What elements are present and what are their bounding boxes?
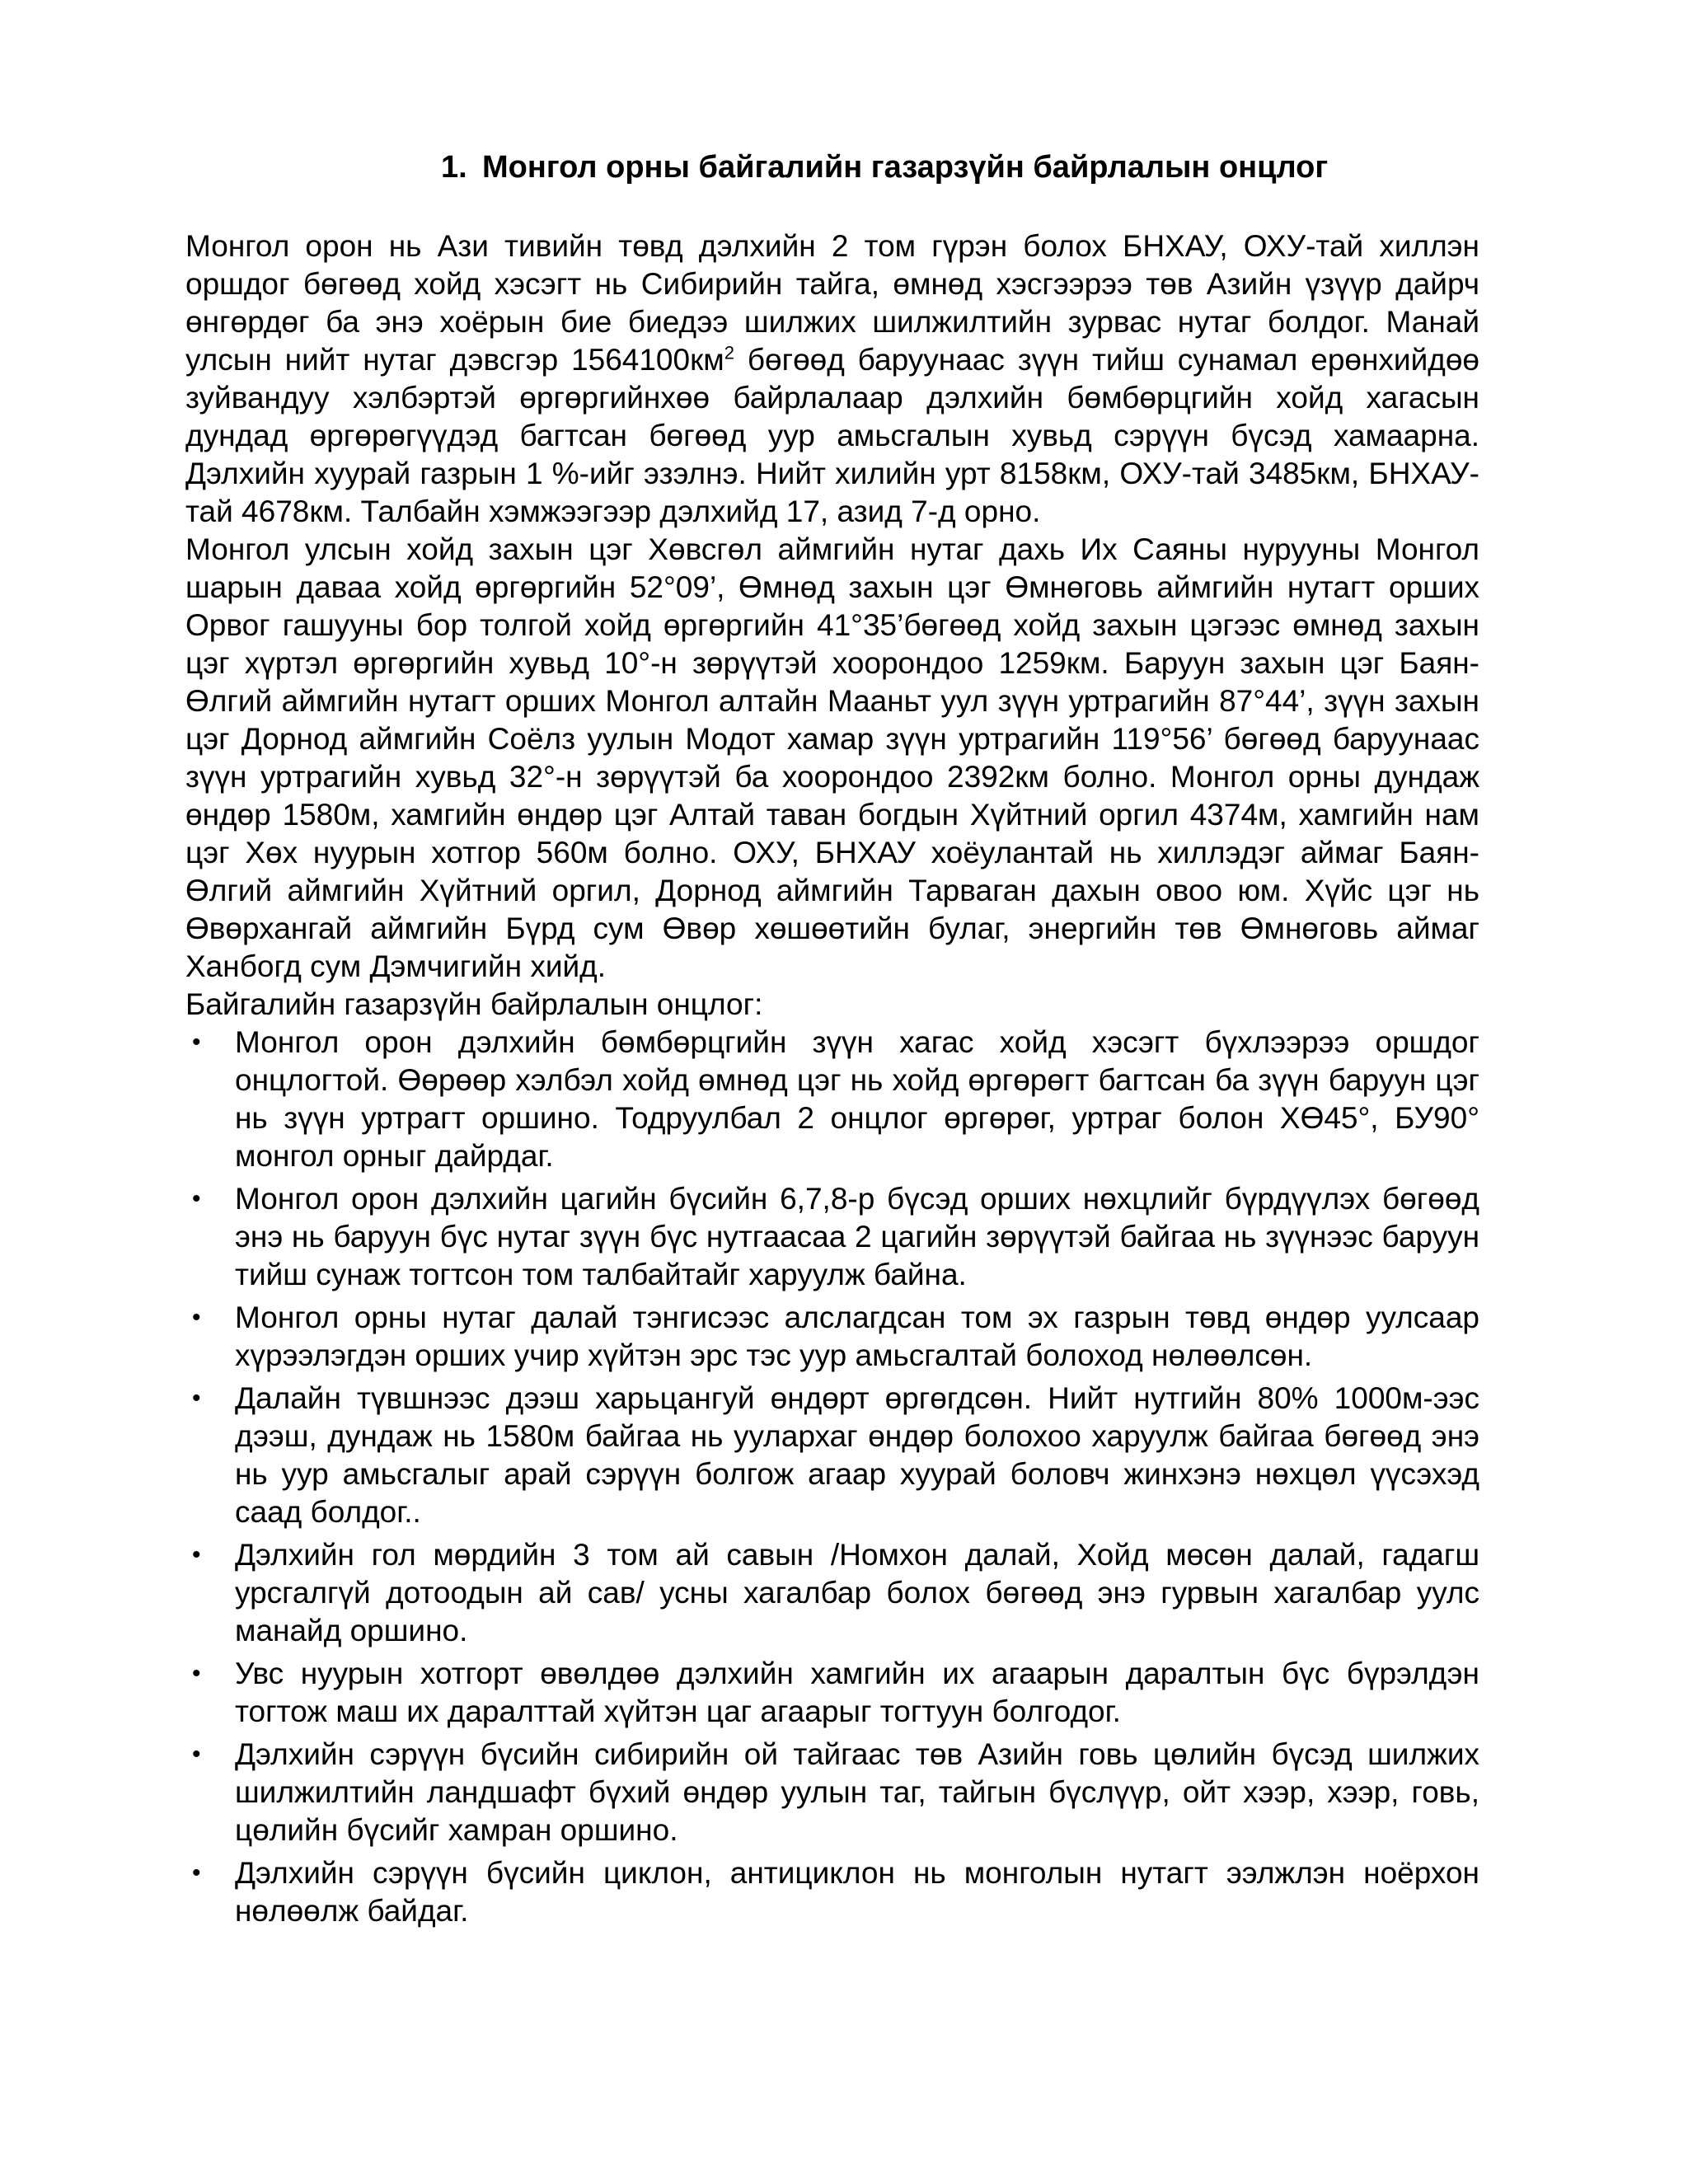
superscript-2: 2 (724, 342, 734, 363)
paragraph-overview-part1: Монгол орон нь Ази тивийн төвд дэлхийн 2 том гүрэн болох БНХАУ, ОХУ-тай хиллэн оршдог бөгөөд хойд хэсэгт нь Сибирийн тайга, өмнөд хэсгээрээ төв Азийн үзүүр дайрч өнгөрдөг ба энэ хоёрын бие биедээ шилжих шилжилтийн зурвас нутаг болдог. Манай улсын нийт нутаг дэвсгэр 1564100км (185, 229, 1479, 377)
bullet-icon: • (192, 1304, 201, 1331)
heading-number: 1. (441, 150, 467, 185)
list-item-text: Монгол орны нутаг далай тэнгисээс алслагдсан том эх газрын төвд өндөр уулсаар хүрээлэгдэн орших учир хүйтэн эрс тэс уур амьсгалтай болоход нөлөөлсөн. (235, 1301, 1479, 1372)
list-item-text: Монгол орон дэлхийн цагийн бүсийн 6,7,8-р бүсэд орших нөхцлийг бүрдүүлэх бөгөөд энэ нь баруун бүс нутаг зүүн бүс нутгаасаа 2 цагийн зөрүүтэй байгаа нь зүүнээс баруун тийш сунаж тогтсон том талбайтайг харуулж байна. (235, 1182, 1479, 1291)
bullet-icon: • (192, 1660, 201, 1687)
list-item (185, 1380, 1479, 1531)
list-item (185, 1655, 1479, 1731)
list-item (185, 1299, 1479, 1375)
paragraph-overview (185, 227, 1479, 531)
bullet-icon: • (192, 1385, 201, 1412)
list-intro: Байгалийн газарзүйн байрлалын онцлог: (185, 987, 763, 1021)
bullet-icon: • (192, 1741, 201, 1768)
list-item-text: Дэлхийн сэрүүн бүсийн циклон, антициклон нь монголын нутагт ээлжлэн ноёрхон нөлөөлж байдаг. (235, 1856, 1479, 1928)
list-item (185, 1736, 1479, 1849)
bullet-icon: • (192, 1859, 201, 1886)
document-page (185, 148, 1479, 1935)
list-item-text: Дэлхийн сэрүүн бүсийн сибирийн ой тайгаас төв Азийн говь цөлийн бүсэд шилжих шилжилтийн ландшафт бүхий өндөр уулын таг, тайгын бүслүүр, ойт хээр, хээр, говь, цөлийн бүсийг хамран оршино. (235, 1737, 1479, 1847)
bullet-icon: • (192, 1541, 201, 1568)
heading-text: Монгол орны байгалийн газарзүйн байрлалын онцлог (482, 150, 1329, 185)
list-item (185, 1854, 1479, 1930)
paragraph-extreme-points: Монгол улсын хойд захын цэг Хөвсгөл аймгийн нутаг дахь Их Саяны нурууны Монгол шарын даваа хойд өргөргийн 52°09’, Өмнөд захын цэг Өмнөговь аймгийн нутагт орших Орвог гашууны бор толгой хойд өргөргийн 41°35’бөгөөд хойд захын цэгээс өмнөд захын цэг хүртэл өргөргийн хувьд 10°-н зөрүүтэй хоорондоо 1259км. Баруун захын цэг Баян-Өлгий аймгийн нутагт орших Монгол алтайн Мааньт уул зүүн уртрагийн 87°44’, зүүн захын цэг Дорнод аймгийн Соёлз уулын Модот хамар зүүн уртрагийн 119°56’ бөгөөд баруунаас зүүн уртрагийн хувьд 32°-н зөрүүтэй ба хоорондоо 2392км болно. Монгол орны дундаж өндөр 1580м, хамгийн өндөр цэг Алтай таван богдын Хүйтний оргил 4374м, хамгийн нам цэг Хөх нуурын хотгор 560м болно. ОХУ, БНХАУ хоёулантай нь хиллэдэг аймаг Баян-Өлгий аймгийн Хүйтний оргил, Дорнод аймгийн Тарваган дахын овоо юм. Хүйс цэг нь Өвөрхангай аймгийн Бүрд сум Өвөр хөшөөтийн булаг, энергийн төв Өмнөговь аймаг Ханбогд сум Дэмчигийн хийд. (185, 532, 1479, 983)
list-item-text: Далайн түвшнээс дээш харьцангуй өндөрт өргөгдсөн. Нийт нутгийн 80% 1000м-ээс дээш, дундаж нь 1580м байгаа нь уулархаг өндөр болохоо харуулж байгаа бөгөөд энэ нь уур амьсгалыг арай сэрүүн болгож агаар хуурай боловч жинхэнэ нөхцөл үүсэхэд саад болдог.. (235, 1381, 1479, 1529)
list-item (185, 1024, 1479, 1175)
paragraph-overview-part2: бөгөөд баруунаас зүүн тийш сунамал ерөнхийдөө зуйвандуу хэлбэртэй өргөргийнхөө байрлалаар дэлхийн бөмбөрцгийн хойд хагасын дундад өргөрөгүүдэд багтсан бөгөөд уур амьсгалын хувьд сэрүүн бүсэд хамаарна. Дэлхийн хуурай газрын 1 %-ийг эзэлнэ. Нийт хилийн урт 8158км, ОХУ-тай 3485км, БНХАУ-тай 4678км. Талбайн хэмжээгээр дэлхийд 17, азид 7-д орно. (185, 343, 1479, 528)
list-item-text: Монгол орон дэлхийн бөмбөрцгийн зүүн хагас хойд хэсэгт бүхлээрээ оршдог онцлогтой. Өөрөөр хэлбэл хойд өмнөд цэг нь хойд өргөрөгт багтсан ба зүүн баруун цэг нь зүүн уртрагт оршино. Тодруулбал 2 онцлог өргөрөг, уртраг болон ХӨ45°, БУ90° монгол орныг дайрдаг. (235, 1025, 1479, 1173)
list-item-text: Увс нуурын хотгорт өвөлдөө дэлхийн хамгийн их агаарын даралтын бүс бүрэлдэн тогтож маш их даралттай хүйтэн цаг агаарыг тогтуун болгодог. (235, 1657, 1479, 1728)
bullet-icon: • (192, 1029, 201, 1056)
bullet-icon: • (192, 1185, 201, 1212)
section-heading (441, 148, 1479, 186)
list-item-text: Дэлхийн гол мөрдийн 3 том ай савын /Номхон далай, Хойд мөсөн далай, гадагш урсгалгүй дотоодын ай сав/ усны хагалбар болох бөгөөд энэ гурвын хагалбар уулс манайд оршино. (235, 1538, 1479, 1647)
list-item (185, 1180, 1479, 1294)
list-item (185, 1536, 1479, 1650)
features-list (185, 1024, 1479, 1930)
